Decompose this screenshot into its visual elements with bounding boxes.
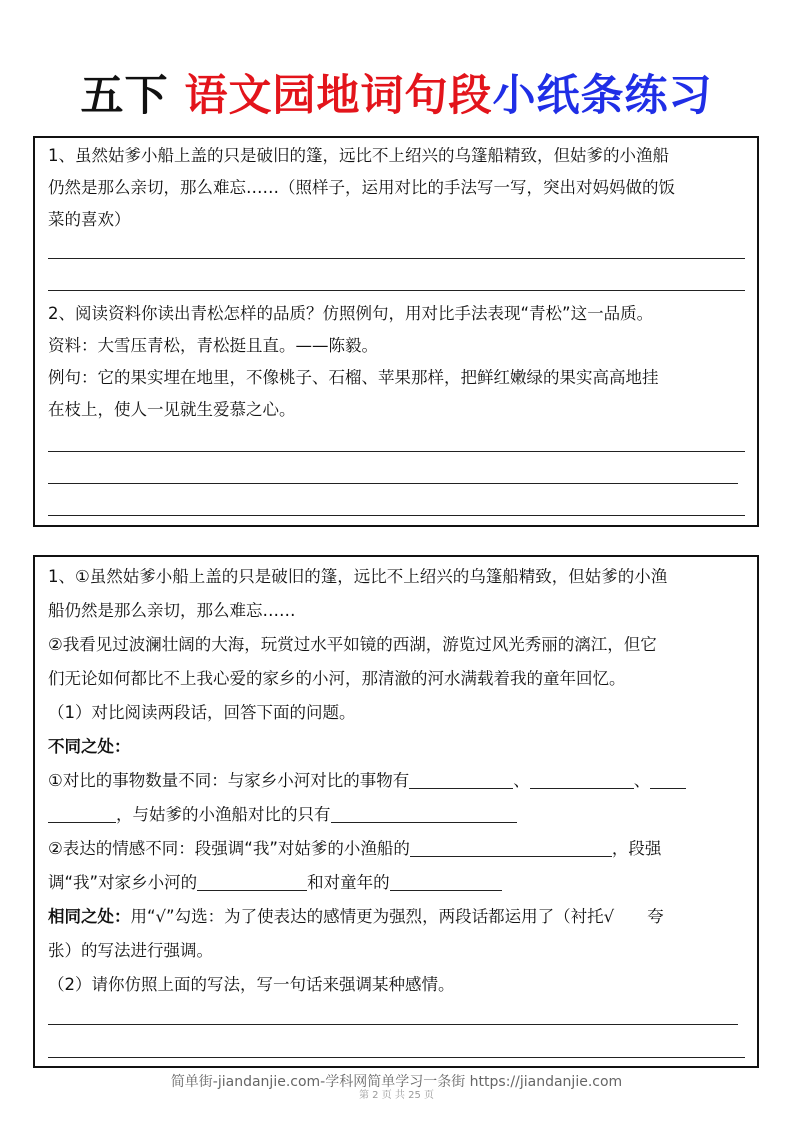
answer-line[interactable]	[48, 451, 745, 452]
answer-line[interactable]	[48, 1057, 745, 1058]
difference-2-line-1: ②表达的情感不同：段强调“我”对姑爹的小渔船的 ，段强	[48, 839, 662, 858]
fill-blank[interactable]	[530, 771, 634, 789]
fill-blank[interactable]	[410, 839, 612, 857]
answer-line[interactable]	[48, 258, 745, 259]
title-grade: 五下	[80, 71, 169, 121]
page-title	[0, 62, 793, 123]
fill-blank[interactable]	[390, 873, 502, 891]
passage-1-line-1: 1、①虽然姑爹小船上盖的只是破旧的篷，远比不上绍兴的乌篷船精致，但姑爹的小渔	[48, 567, 668, 586]
answer-line[interactable]	[48, 1024, 738, 1025]
sub-question-2: （2）请你仿照上面的写法，写一句话来强调某种感情。	[48, 975, 455, 994]
q2-material: 资料：大雪压青松，青松挺且直。——陈毅。	[48, 336, 378, 355]
page-number: 第 2 页 共 25 页	[359, 1090, 434, 1101]
q1-line-3: 菜的喜欢）	[48, 210, 131, 229]
passage-1-line-2: 船仍然是那么亲切，那么难忘……	[48, 601, 296, 620]
similarity-line-2: 张）的写法进行强调。	[48, 941, 213, 960]
answer-line[interactable]	[48, 483, 738, 484]
q1-line-1: 1、虽然姑爹小船上盖的只是破旧的篷，远比不上绍兴的乌篷船精致，但姑爹的小渔船	[48, 146, 669, 165]
q1-line-2: 仍然是那么亲切，那么难忘……（照样子，运用对比的手法写一写，突出对妈妈做的饭	[48, 178, 675, 197]
difference-2-line-2: 调“我”对家乡小河的 和对童年的	[48, 873, 502, 893]
difference-1-line-1: ①对比的事物数量不同：与家乡小河对比的事物有 、 、	[48, 771, 686, 791]
passage-2-line-2: 们无论如何都比不上我心爱的家乡的小河，那清澈的河水满载着我的童年回忆。	[48, 669, 626, 688]
answer-line[interactable]	[48, 290, 745, 291]
differences-heading: 不同之处：	[48, 737, 131, 756]
similarity-line-1: 相同之处：用“√”勾选：为了使表达的感情更为强烈，两段话都运用了（衬托√ 夸	[48, 907, 664, 926]
q2-example-1: 例句：它的果实埋在地里，不像桃子、石榴、苹果那样，把鲜红嫩绿的果实高高地挂	[48, 368, 659, 387]
sub-question-1: （1）对比阅读两段话，回答下面的问题。	[48, 703, 356, 722]
q2-line-1: 2、阅读资料你读出青松怎样的品质？仿照例句，用对比手法表现“青松”这一品质。	[48, 304, 654, 323]
difference-1-line-2: ，与姑爹的小渔船对比的只有	[48, 805, 517, 825]
fill-blank[interactable]	[48, 805, 116, 823]
fill-blank[interactable]	[331, 805, 517, 823]
title-subject: 语文园地词句段	[184, 71, 493, 121]
title-practice: 小纸条练习	[492, 71, 713, 121]
answer-line[interactable]	[48, 515, 745, 516]
fill-blank[interactable]	[197, 873, 307, 891]
passage-2-line-1: ②我看见过波澜壮阔的大海，玩赏过水平如镜的西湖，游览过风光秀丽的漓江，但它	[48, 635, 657, 654]
fill-blank[interactable]	[650, 771, 686, 789]
fill-blank[interactable]	[409, 771, 513, 789]
footer-watermark: 简单街-jiandanjie.com-学科网简单学习一条街 https://jiandanjie.com	[170, 1074, 623, 1090]
q2-example-2: 在枝上，使人一见就生爱慕之心。	[48, 400, 296, 419]
